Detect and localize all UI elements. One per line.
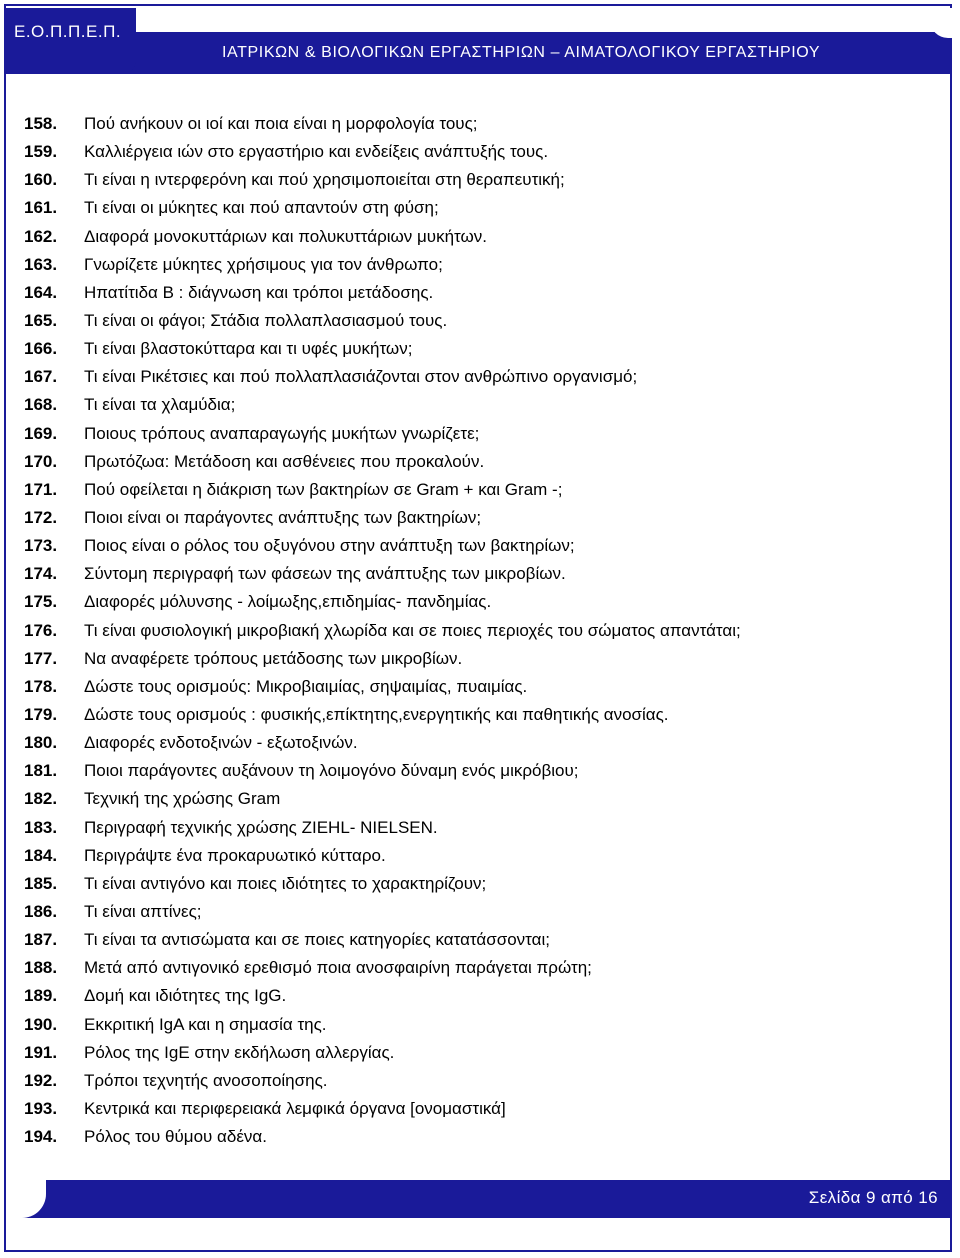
question-item bbox=[24, 251, 924, 279]
question-text: Διαφορά μονοκυττάριων και πολυκυττάριων μυκήτων. bbox=[84, 226, 488, 246]
question-number: 189. bbox=[24, 986, 58, 1006]
question-item bbox=[24, 448, 924, 476]
question-item bbox=[24, 504, 924, 532]
question-number: 175. bbox=[24, 592, 58, 612]
question-number: 171. bbox=[24, 479, 58, 499]
question-number: 166. bbox=[24, 339, 58, 359]
question-text: Τι είναι οι φάγοι; Στάδια πολλαπλασιασμού τους. bbox=[84, 311, 448, 331]
question-number: 185. bbox=[24, 873, 58, 893]
question-text: Τρόποι τεχνητής ανοσοποίησης. bbox=[84, 1070, 328, 1090]
question-text: Περιγραφή τεχνικής χρώσης ZIEHL- NIELSEN. bbox=[84, 817, 438, 837]
question-text: Μετά από αντιγονικό ερεθισμό ποια ανοσφαιρίνη παράγεται πρώτη; bbox=[84, 958, 592, 978]
question-text: Ηπατίτιδα Β : διάγνωση και τρόποι μετάδοσης. bbox=[84, 282, 434, 302]
question-item bbox=[24, 560, 924, 588]
question-text: Ποιοι παράγοντες αυξάνουν τη λοιμογόνο δύναμη ενός μικρόβιου; bbox=[84, 761, 579, 781]
question-number: 176. bbox=[24, 620, 58, 640]
header-title: ΙΑΤΡΙΚΩΝ & ΒΙΟΛΟΓΙΚΩΝ ΕΡΓΑΣΤΗΡΙΩΝ – ΑΙΜΑΤΟΛΟΓΙΚΟΥ ΕΡΓΑΣΤΗΡΙΟΥ bbox=[222, 44, 821, 61]
question-item bbox=[24, 1123, 924, 1151]
question-item bbox=[24, 110, 924, 138]
question-number: 163. bbox=[24, 254, 58, 274]
question-number: 179. bbox=[24, 705, 58, 725]
question-item bbox=[24, 138, 924, 166]
question-text: Τι είναι τα αντισώματα και σε ποιες κατηγορίες κατατάσσονται; bbox=[84, 930, 550, 950]
question-text: Ρόλος της IgE στην εκδήλωση αλλεργίας. bbox=[84, 1042, 395, 1062]
question-text: Τι είναι βλαστοκύτταρα και τι υφές μυκήτων; bbox=[84, 339, 413, 359]
question-number: 167. bbox=[24, 367, 58, 387]
question-number: 173. bbox=[24, 536, 58, 556]
question-item bbox=[24, 729, 924, 757]
question-number: 183. bbox=[24, 817, 58, 837]
question-item bbox=[24, 391, 924, 419]
question-text: Πρωτόζωα: Μετάδοση και ασθένειες που προκαλούν. bbox=[84, 451, 485, 471]
question-text: Τι είναι Ρικέτσιες και πού πολλαπλασιάζονται στον ανθρώπινο οργανισμό; bbox=[84, 367, 638, 387]
question-text: Διαφορές ενδοτοξινών - εξωτοξινών. bbox=[84, 733, 358, 753]
question-item bbox=[24, 1039, 924, 1067]
question-item bbox=[24, 757, 924, 785]
page-number: Σελίδα 9 από 16 bbox=[808, 1188, 938, 1207]
question-text: Τι είναι απτίνες; bbox=[84, 902, 202, 921]
question-text: Να αναφέρετε τρόπους μετάδοσης των μικροβίων. bbox=[84, 648, 463, 668]
question-list bbox=[24, 110, 924, 1151]
question-item bbox=[24, 279, 924, 307]
question-item bbox=[24, 166, 924, 194]
question-item bbox=[24, 898, 924, 926]
question-item bbox=[24, 954, 924, 982]
question-text: Περιγράψτε ένα προκαρυωτικό κύτταρο. bbox=[84, 845, 386, 865]
question-number: 164. bbox=[24, 282, 58, 302]
question-text: Εκκριτική IgA και η σημασία της. bbox=[84, 1014, 327, 1034]
question-item bbox=[24, 785, 924, 813]
question-item bbox=[24, 617, 924, 645]
question-text: Πού οφείλεται η διάκριση των βακτηρίων σε Gram + και Gram -; bbox=[84, 479, 563, 499]
question-item bbox=[24, 814, 924, 842]
question-number: 170. bbox=[24, 451, 58, 471]
question-number: 169. bbox=[24, 423, 58, 443]
question-text: Πού ανήκουν οι ιοί και ποια είναι η μορφολογία τους; bbox=[84, 114, 478, 134]
question-number: 190. bbox=[24, 1014, 58, 1034]
question-item bbox=[24, 982, 924, 1010]
question-item bbox=[24, 532, 924, 560]
question-item bbox=[24, 1011, 924, 1039]
question-number: 158. bbox=[24, 114, 58, 134]
question-item bbox=[24, 673, 924, 701]
question-number: 180. bbox=[24, 733, 58, 753]
question-number: 194. bbox=[24, 1127, 58, 1147]
question-item bbox=[24, 1067, 924, 1095]
question-text: Τι είναι η ιντερφερόνη και πού χρησιμοποιείται στη θεραπευτική; bbox=[84, 170, 565, 190]
question-text: Δομή και ιδιότητες της IgG. bbox=[84, 986, 287, 1006]
question-number: 160. bbox=[24, 170, 58, 190]
question-item bbox=[24, 588, 924, 616]
question-item bbox=[24, 223, 924, 251]
question-text: Τι είναι φυσιολογική μικροβιακή χλωρίδα και σε ποιες περιοχές του σώματος απαντάται; bbox=[84, 620, 741, 640]
question-text: Ποιος είναι ο ρόλος του οξυγόνου στην ανάπτυξη των βακτηρίων; bbox=[84, 536, 575, 556]
question-number: 165. bbox=[24, 311, 58, 331]
question-text: Ποιους τρόπους αναπαραγωγής μυκήτων γνωρίζετε; bbox=[84, 423, 480, 443]
question-item bbox=[24, 307, 924, 335]
question-text: Τεχνική της χρώσης Gram bbox=[84, 789, 281, 809]
question-item bbox=[24, 1095, 924, 1123]
question-text: Ποιοι είναι οι παράγοντες ανάπτυξης των βακτηρίων; bbox=[84, 508, 482, 528]
question-number: 188. bbox=[24, 958, 58, 978]
question-text: Δώστε τους ορισμούς : φυσικής,επίκτητης,ενεργητικής και παθητικής ανοσίας. bbox=[84, 705, 669, 725]
question-item bbox=[24, 476, 924, 504]
question-number: 172. bbox=[24, 508, 58, 528]
question-number: 174. bbox=[24, 564, 58, 584]
question-number: 184. bbox=[24, 845, 58, 865]
question-text: Ρόλος του θύμου αδένα. bbox=[84, 1127, 267, 1147]
question-item bbox=[24, 870, 924, 898]
organization-label: Ε.Ο.Π.Π.Ε.Π. bbox=[14, 22, 122, 41]
question-number: 186. bbox=[24, 902, 58, 921]
question-text: Διαφορές μόλυνσης - λοίμωξης,επιδημίας- πανδημίας. bbox=[84, 592, 492, 612]
question-item bbox=[24, 926, 924, 954]
question-number: 181. bbox=[24, 761, 58, 781]
question-text: Σύντομη περιγραφή των φάσεων της ανάπτυξης των μικροβίων. bbox=[84, 564, 566, 584]
question-number: 177. bbox=[24, 648, 58, 668]
question-item bbox=[24, 363, 924, 391]
question-item bbox=[24, 420, 924, 448]
question-item bbox=[24, 842, 924, 870]
question-text: Δώστε τους ορισμούς: Μικροβιαιμίας, σηψαιμίας, πυαιμίας. bbox=[84, 676, 528, 696]
question-number: 191. bbox=[24, 1042, 58, 1062]
question-number: 162. bbox=[24, 226, 58, 246]
question-text: Γνωρίζετε μύκητες χρήσιμους για τον άνθρωπο; bbox=[84, 254, 443, 274]
question-number: 187. bbox=[24, 930, 58, 950]
question-number: 168. bbox=[24, 395, 58, 415]
question-number: 161. bbox=[24, 198, 58, 218]
question-number: 178. bbox=[24, 676, 58, 696]
question-number: 159. bbox=[24, 142, 58, 162]
question-number: 182. bbox=[24, 789, 58, 809]
question-item bbox=[24, 701, 924, 729]
question-number: 192. bbox=[24, 1070, 58, 1090]
question-text: Τι είναι τα χλαμύδια; bbox=[84, 395, 236, 415]
question-text: Κεντρικά και περιφερειακά λεμφικά όργανα [ονομαστικά] bbox=[84, 1098, 506, 1118]
question-text: Τι είναι οι μύκητες και πού απαντούν στη φύση; bbox=[84, 198, 439, 218]
question-item bbox=[24, 335, 924, 363]
question-item bbox=[24, 194, 924, 222]
question-number: 193. bbox=[24, 1098, 58, 1118]
question-item bbox=[24, 645, 924, 673]
question-text: Καλλιέργεια ιών στο εργαστήριο και ενδείξεις ανάπτυξής τους. bbox=[84, 142, 549, 162]
question-text: Τι είναι αντιγόνο και ποιες ιδιότητες το χαρακτηρίζουν; bbox=[84, 873, 487, 893]
